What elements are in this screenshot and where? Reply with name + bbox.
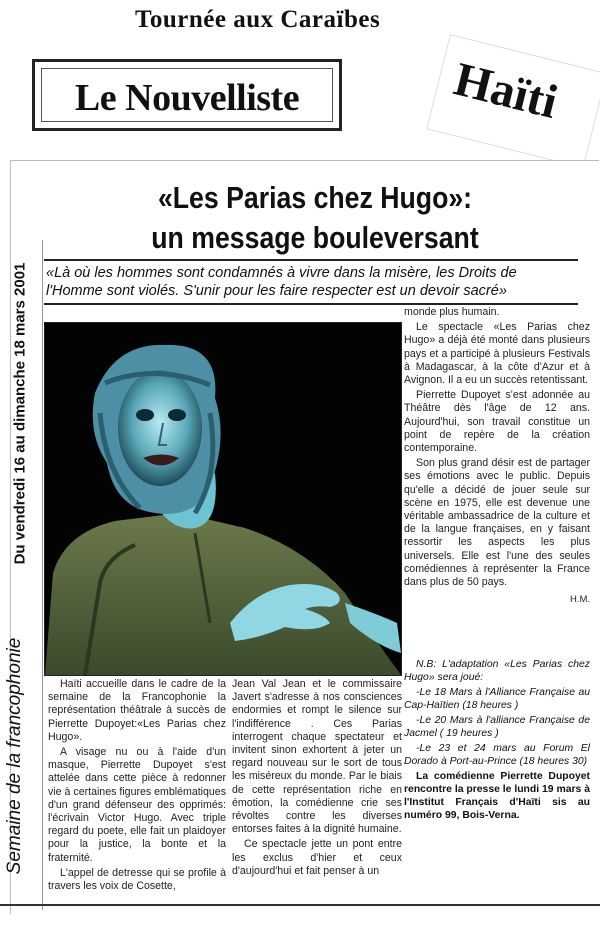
column-2-paragraph: Jean Val Jean et le commissaire Javert s'adresse à nos consciences endormies et rompt le silence sur l'indifférence . Ces Parias interrogent chaque spectateur et invitent sinon exhortent à jeter un regard nouveau sur le sort de tous les miséreux du monde. Par le biais de cette représentation riche en émotion, la comédienne crie ses révoltes contre les diverses entorses faites à la dignité humaine.: [232, 678, 402, 836]
press-meeting-note: La comédienne Pierrette Dupoyet rencontre la presse le lundi 19 mars à l'Institut Français d'Haïti sis au numéro 99, Bois-Verna.: [404, 771, 590, 821]
bottom-rule: [0, 904, 600, 906]
column-1-paragraph: Haïti accueille dans le cadre de la semaine de la Francophonie la représentation théâtrale à succès de Pierrette Dupoyet:«Les Parias chez Hugo».: [48, 678, 226, 743]
column-1-paragraph: A visage nu ou à l'aide d'un masque, Pierrette Dupoyet s'est attelée dans cette pièce à redonner vie à certaines figures emblématiques d'un grand défenseur des opprimés: l'écrivain Victor Hugo. Avec triple regard du poete, elle fait un plaidoyer pour la justice, la bonte et la fraternité.: [48, 746, 226, 864]
actress-illustration: [45, 323, 401, 675]
article-column-1: [48, 678, 226, 895]
schedule-item: -Le 20 Mars à l'alliance Française de Jacmel ( 19 heures ): [404, 715, 590, 739]
country-label: Haïti: [449, 52, 563, 130]
article-lead: «Là où les hommes sont condamnés à vivre dans la misère, les Droits de l'Homme sont violés. S'unir pour les faire respecter est un devoir sacré»: [44, 259, 578, 305]
newspaper-name: Le Nouvelliste: [41, 68, 333, 122]
article-headline: [91, 178, 538, 258]
column-3-paragraph: Le spectacle «Les Parias chez Hugo» a déjà été monté dans plusieurs pays et a participé à plusieurs Festivals à Madagascar, à la côte d'Azur et à Avignon. Il a eu un succès retentissant.: [404, 321, 590, 387]
tour-title: Tournée aux Caraïbes: [135, 6, 381, 33]
rubric-label: Semaine de la francophonie: [4, 637, 25, 875]
column-2-paragraph: Ce spectacle jette un pont entre les exclus d'hier et ceux d'aujourd'hui et fait penser à un: [232, 838, 402, 877]
newspaper-masthead: [32, 59, 342, 131]
headline-line-2: un message bouleversant: [151, 220, 479, 255]
schedule-item: -Le 23 et 24 mars au Forum El Dorado à Port-au-Prince (18 heures 30): [404, 743, 590, 767]
author-signature: H.M.: [569, 594, 590, 606]
column-1-paragraph: L'appel de detresse qui se profile à travers les voix de Cosette,: [48, 866, 226, 893]
article-column-2: [232, 678, 402, 880]
article-column-3: [404, 306, 590, 606]
headline-line-1: «Les Parias chez Hugo»:: [157, 180, 473, 215]
schedule-intro: N.B: L'adaptation «Les Parias chez Hugo» sera joué:: [404, 659, 590, 683]
issue-date: Du vendredi 16 au dimanche 18 mars 2001: [11, 262, 29, 565]
column-3-paragraph: Pierrette Dupoyet s'est adonnée au Théâtre dès l'âge de 12 ans. Aujourd'hui, son travail constitue un point de repère de la création contemporaine.: [404, 389, 590, 455]
performance-schedule: [404, 658, 590, 824]
column-3-paragraph: Son plus grand désir est de partager ses émotions avec le public. Depuis qu'elle a décidé de jouer seule sur scène en 1975, elle est devenue une véritable ambassadrice de la culture et de la langue françaises, en y faisant ressortir les aspects les plus universels. Elle est l'une des seules comédiennes à représenter la France dans plus de 50 pays.: [404, 457, 590, 589]
column-3-paragraph: monde plus humain.: [404, 306, 500, 318]
actress-photo: [44, 322, 402, 676]
country-clipping: [427, 34, 600, 166]
schedule-item: -Le 18 Mars à l'Alliance Française au Cap-Haïtien (18 heures ): [404, 687, 590, 711]
